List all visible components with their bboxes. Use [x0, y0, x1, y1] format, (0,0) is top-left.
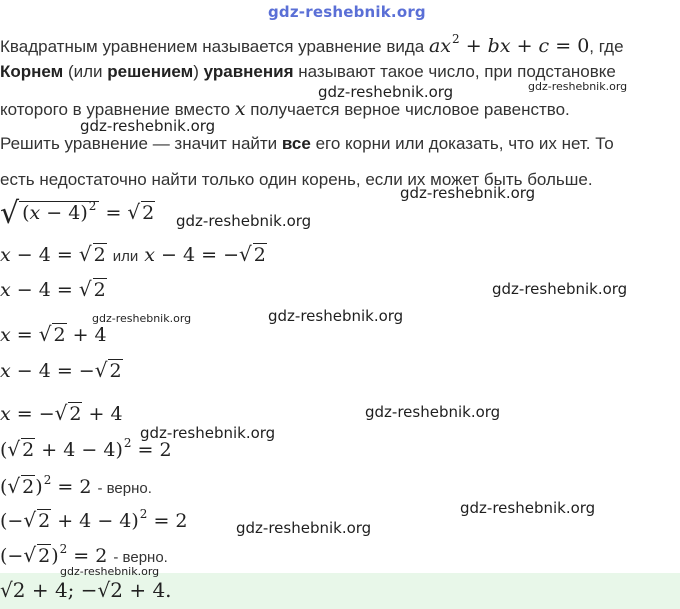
term-equation: уравнения	[203, 62, 294, 81]
equation-step-4: x = √ 2 + 4	[0, 322, 107, 346]
answer: √2 + 4; −√2 + 4.	[0, 578, 172, 602]
variable-x: x	[234, 98, 246, 120]
watermark: gdz-reshebnik.org	[365, 403, 501, 421]
theory-line-2	[0, 62, 616, 82]
watermark: gdz-reshebnik.org	[236, 519, 372, 537]
theory-text: его корни или доказать, что их нет. То	[310, 134, 614, 153]
equation-step-2: x − 4 = √ 2 или x − 4 = −√ 2	[0, 242, 266, 266]
watermark: gdz-reshebnik.org	[400, 184, 536, 202]
check-step-3: (−√ 2 + 4 − 4)$^2$ = 2	[0, 507, 188, 532]
watermark: gdz-reshebnik.org	[80, 117, 216, 135]
watermark: gdz-reshebnik.org	[92, 312, 192, 325]
equation-step-5: x − 4 = −√ 2	[0, 358, 122, 382]
or-word: или	[112, 248, 139, 265]
check-step-2: (√ 2)$^2$ = 2 - верно.	[0, 473, 152, 498]
theory-text: (или	[63, 62, 108, 81]
theory-text: называют такое число, при подстановке	[293, 62, 616, 81]
theory-line-1	[0, 34, 624, 60]
check-step-1: (√ 2 + 4 − 4)$^2$ = 2	[0, 436, 172, 461]
theory-text: , где	[589, 37, 624, 56]
watermark-top: gdz-reshebnik.org	[268, 3, 426, 21]
watermark: gdz-reshebnik.org	[140, 424, 276, 442]
theory-text: Квадратным уравнением называется уравнение вида	[0, 37, 425, 56]
watermark: gdz-reshebnik.org	[318, 83, 454, 101]
equation-step-3: x − 4 = √ 2	[0, 277, 106, 301]
term-all: все	[281, 134, 311, 153]
watermark: gdz-reshebnik.org	[60, 565, 160, 578]
watermark: gdz-reshebnik.org	[492, 280, 628, 298]
equation-step-1: √ $(x - 4)^2$ = √ 2	[0, 196, 155, 231]
term-solution: решением	[107, 62, 194, 81]
theory-line-4	[0, 134, 614, 154]
watermark: gdz-reshebnik.org	[528, 80, 628, 93]
watermark: gdz-reshebnik.org	[460, 499, 596, 517]
theory-text: которого в уравнение вместо	[0, 100, 235, 119]
term-root: Корнем	[0, 62, 64, 81]
check-step-4: (−√ 2)$^2$ = 2 - верно.	[0, 542, 168, 567]
check-verdict: - верно.	[113, 549, 168, 566]
theory-text: )	[193, 62, 204, 81]
watermark: gdz-reshebnik.org	[176, 212, 312, 230]
theory-text: получается верное числовое равенство.	[245, 100, 570, 119]
theory-text: Решить уравнение — значит найти	[0, 134, 282, 153]
quadratic-formula: $ax^2$ + bx + c = 0	[428, 32, 590, 57]
equation-step-6: x = −√ 2 + 4	[0, 401, 123, 425]
watermark: gdz-reshebnik.org	[268, 307, 404, 325]
check-verdict: - верно.	[97, 480, 152, 497]
theory-line-5: есть недостаточно найти только один корень, если их может быть больше.	[0, 170, 593, 189]
